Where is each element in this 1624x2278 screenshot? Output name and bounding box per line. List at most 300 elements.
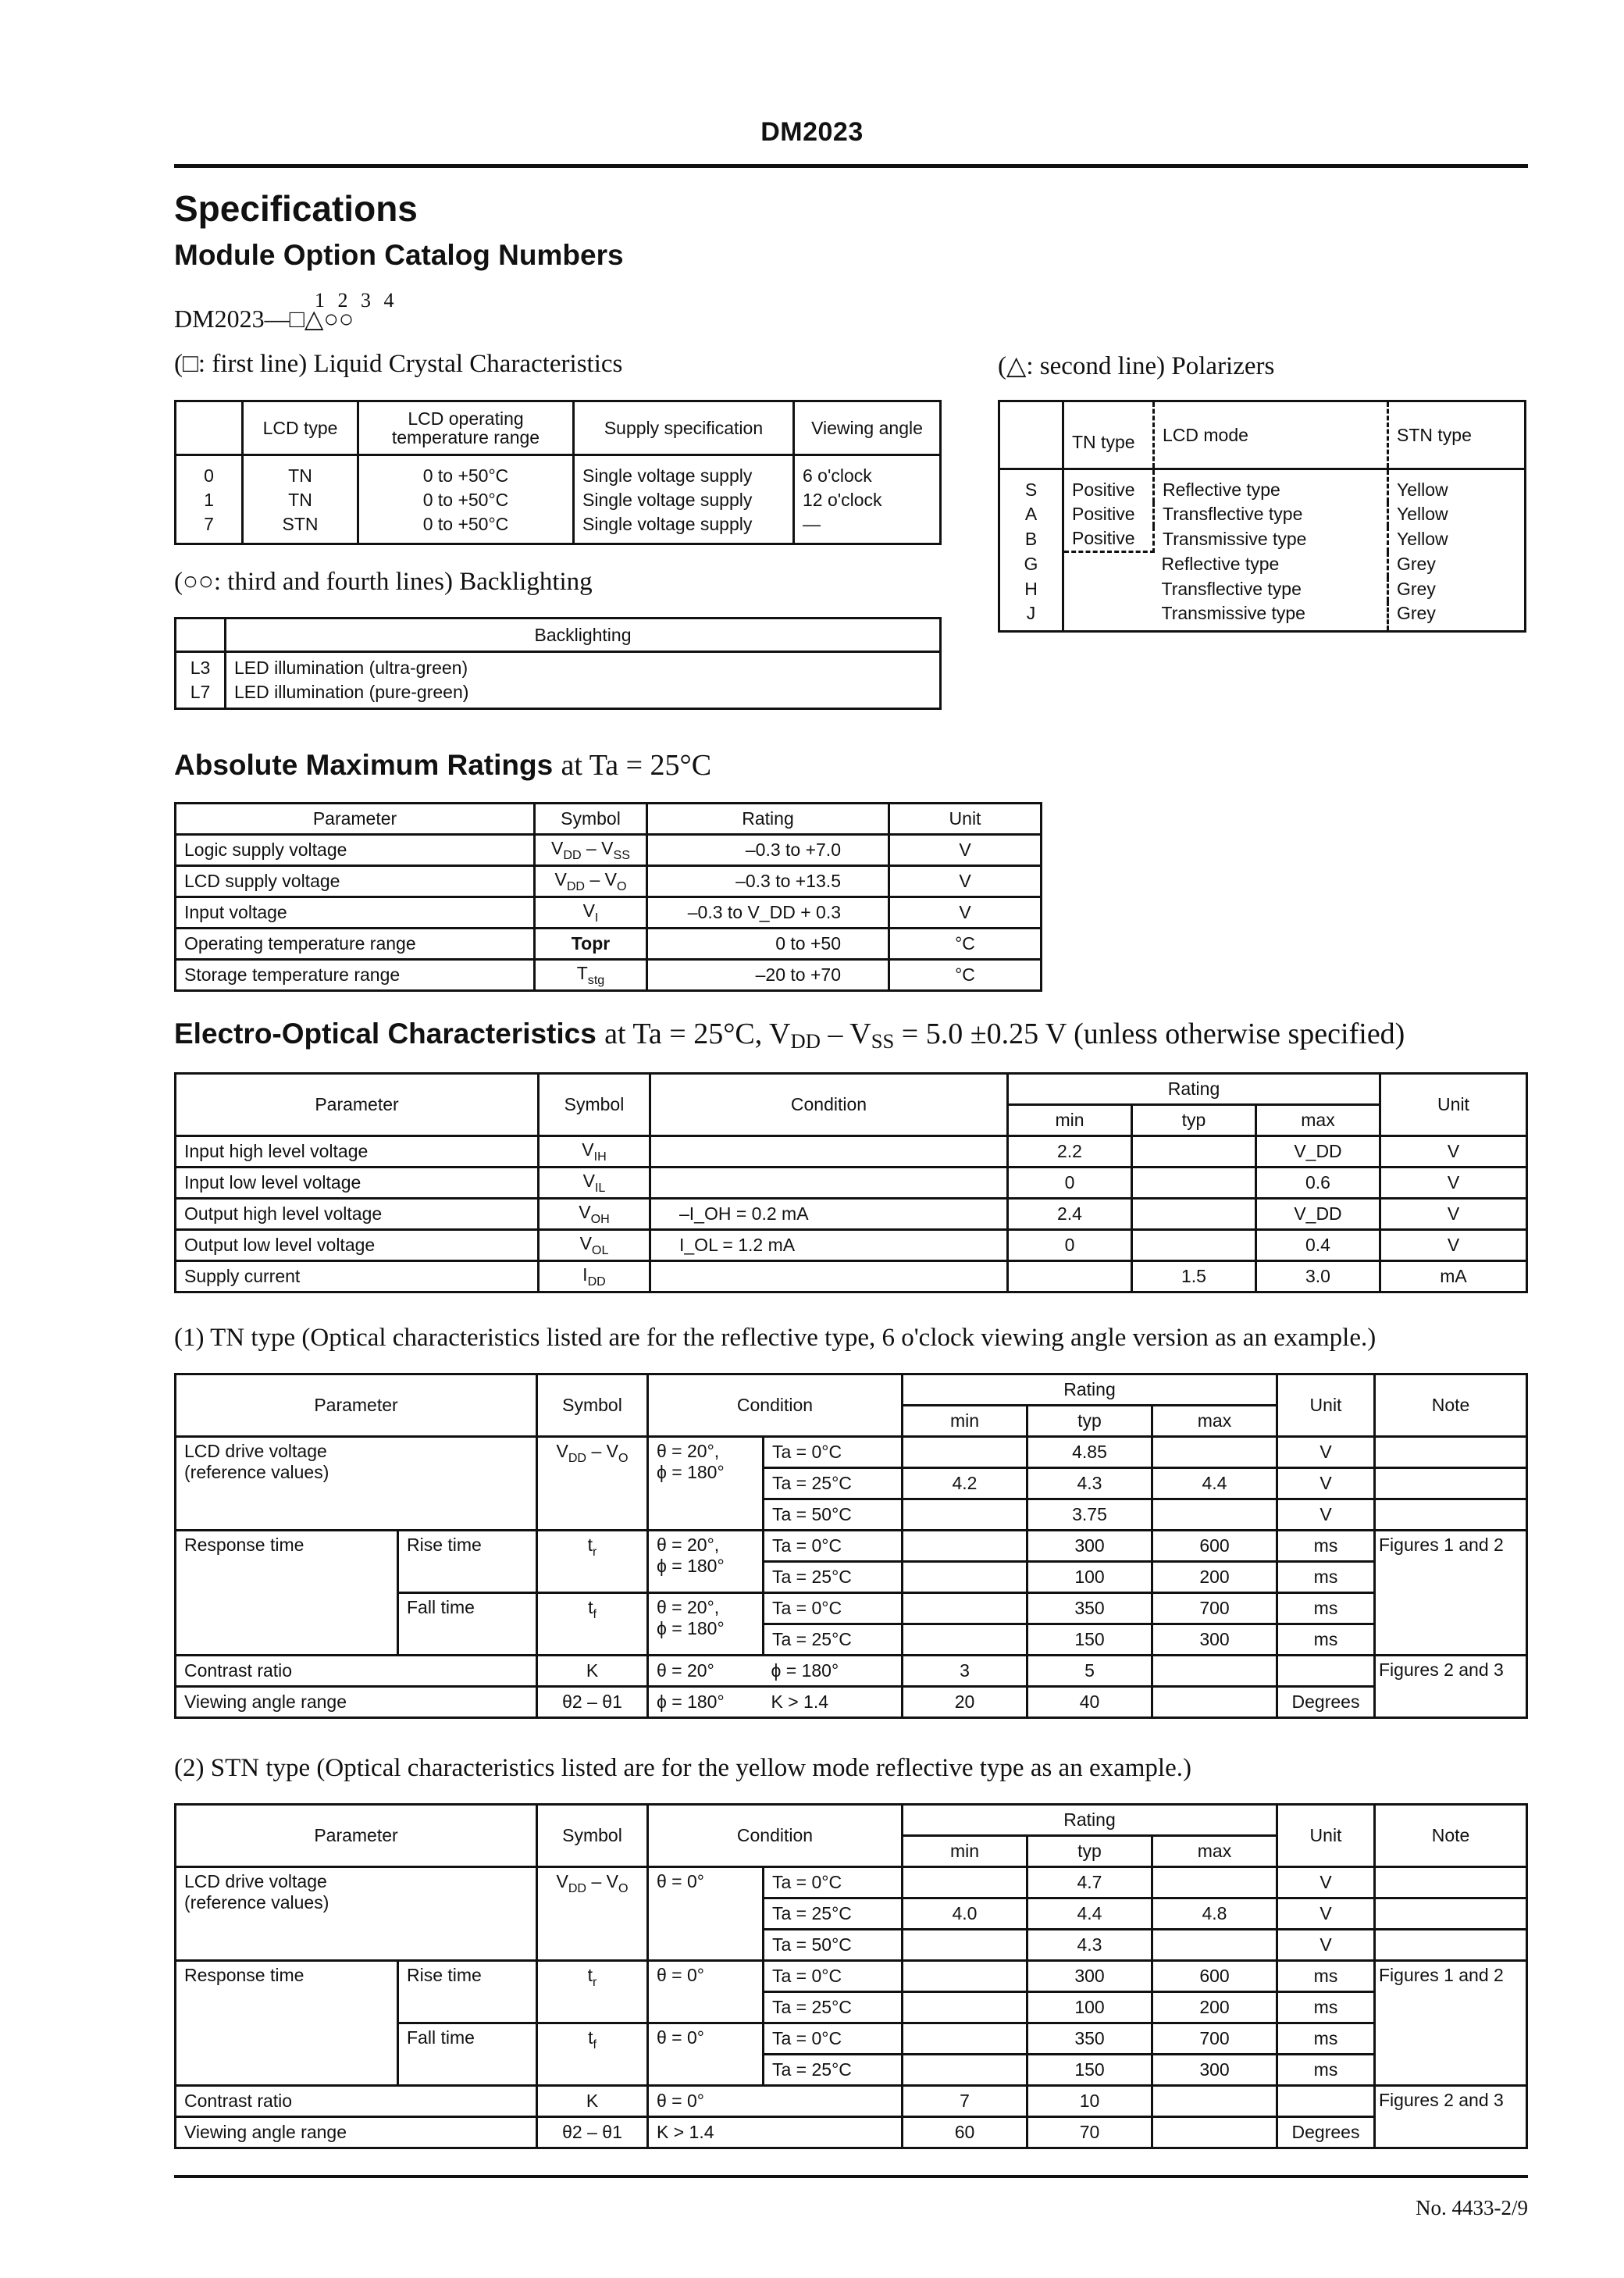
max-cell: 700 — [1152, 2023, 1277, 2055]
param-cell: Output low level voltage — [176, 1230, 539, 1261]
table-header-row — [176, 619, 941, 652]
max-cell — [1152, 1656, 1277, 1687]
cell: H — [999, 577, 1063, 601]
table-header-row — [176, 1074, 1527, 1105]
ta-cell: Ta = 50°C — [764, 1930, 903, 1961]
symbol-cell: $V_I$ — [535, 897, 647, 929]
lcd-characteristics-table — [174, 400, 942, 545]
header-cell-max: max — [1152, 1406, 1277, 1437]
symbol-cell: $V_{OH}$ — [539, 1199, 650, 1230]
header-cell: Note — [1375, 1805, 1527, 1867]
header-cell: Rating — [647, 804, 889, 835]
typ-cell: 10 — [1027, 2086, 1152, 2117]
header-cell-rating: Rating — [903, 1805, 1277, 1836]
rating-cell: –0.3 to +7.0 — [647, 835, 889, 866]
note-cell — [1375, 1437, 1527, 1468]
typ-cell: 150 — [1027, 2055, 1152, 2086]
header-cell: Unit — [889, 804, 1042, 835]
condition-cell: I_OL = 1.2 mA — [650, 1230, 1008, 1261]
min-cell — [903, 1867, 1027, 1898]
table-row — [999, 601, 1526, 632]
cell: 7 — [176, 512, 243, 544]
table-row — [176, 1230, 1527, 1261]
typ-cell — [1132, 1168, 1256, 1199]
typ-cell: 300 — [1027, 1961, 1152, 1992]
header-cell-typ: typ — [1027, 1406, 1152, 1437]
header-cell-rating: Rating — [903, 1374, 1277, 1406]
ta-cell: Ta = 25°C — [764, 1624, 903, 1656]
typ-cell: 4.3 — [1027, 1930, 1152, 1961]
cell: Single voltage supply — [574, 488, 794, 512]
typ-cell: 5 — [1027, 1656, 1152, 1687]
cell: 0 to +50°C — [358, 455, 574, 489]
unit-cell: ms — [1277, 1992, 1375, 2023]
cell: STN — [243, 512, 358, 544]
ta-cell: Ta = 0°C — [764, 2023, 903, 2055]
ta-cell: Ta = 25°C — [764, 1898, 903, 1930]
absolute-maximum-ratings-table — [174, 802, 1042, 992]
header-cell-tn-type: TN type — [1063, 401, 1154, 469]
header-cell: Parameter — [176, 1074, 539, 1136]
amr-heading — [174, 748, 711, 783]
ta-cell: Ta = 0°C — [764, 1437, 903, 1468]
stn-optical-table — [174, 1803, 1528, 2149]
symbol-cell: $V_{IH}$ — [539, 1136, 650, 1168]
cell: Reflective type — [1161, 554, 1280, 575]
typ-cell: 150 — [1027, 1624, 1152, 1656]
unit-cell: ms — [1277, 2055, 1375, 2086]
cell: 1 — [176, 488, 243, 512]
typ-cell — [1132, 1136, 1256, 1168]
cell: Positive — [1063, 469, 1154, 503]
param-cell: Logic supply voltage — [176, 835, 535, 866]
cell: L3 — [176, 652, 226, 681]
cell: A — [999, 502, 1063, 526]
min-cell — [903, 1961, 1027, 1992]
header-cell: Viewing angle — [794, 401, 941, 455]
max-cell: 3.0 — [1256, 1261, 1380, 1292]
condition-cell: ϕ = 180° — [648, 1687, 764, 1718]
table-row — [176, 1136, 1527, 1168]
cell: 0 to +50°C — [358, 512, 574, 544]
header-cell — [999, 401, 1063, 469]
min-cell — [903, 1593, 1027, 1624]
symbol-cell: $t_r$ — [537, 1961, 648, 2023]
cell: Transflective type — [1163, 504, 1303, 524]
min-cell — [903, 1624, 1027, 1656]
note-cell — [1375, 1930, 1527, 1961]
header-cell-max: max — [1256, 1105, 1380, 1136]
min-cell: 20 — [903, 1687, 1027, 1718]
condition-cell: θ = 0° — [648, 1961, 764, 2023]
header-cell: Symbol — [535, 804, 647, 835]
param-cell: Viewing angle range — [176, 1687, 537, 1718]
eo-heading-title: Electro-Optical Characteristics — [174, 1018, 597, 1050]
cell: Grey — [1388, 601, 1526, 632]
symbol-cell: $t_r$ — [537, 1531, 648, 1593]
subparam-cell: Rise time — [398, 1531, 537, 1593]
ta-cell: Ta = 0°C — [764, 1867, 903, 1898]
min-cell — [903, 1437, 1027, 1468]
ta-cell: Ta = 25°C — [764, 1992, 903, 2023]
header-cell: Unit — [1277, 1805, 1375, 1867]
catalog-number-pattern: DM2023—□△○○ — [174, 305, 354, 333]
min-cell: 3 — [903, 1656, 1027, 1687]
table-row — [176, 1687, 1527, 1718]
rating-cell: –0.3 to +13.5 — [647, 866, 889, 897]
rating-cell: 0 to +50 — [647, 929, 889, 960]
typ-cell: 100 — [1027, 1562, 1152, 1593]
typ-cell: 4.3 — [1027, 1468, 1152, 1499]
cell: TN — [243, 455, 358, 489]
cell: Grey — [1388, 552, 1526, 578]
header-cell-lcd-mode: LCD mode — [1154, 401, 1388, 469]
table-row — [176, 835, 1042, 866]
cell: Yellow — [1388, 469, 1526, 503]
table-row — [176, 1199, 1527, 1230]
note-cell: Figures 1 and 2 — [1375, 1531, 1527, 1656]
page-subtitle: Module Option Catalog Numbers — [174, 239, 624, 271]
unit-cell: Degrees — [1277, 1687, 1375, 1718]
unit-cell: ms — [1277, 1961, 1375, 1992]
header-cell: Unit — [1380, 1074, 1527, 1136]
unit-cell: V — [1277, 1468, 1375, 1499]
unit-cell: ms — [1277, 1531, 1375, 1562]
ta-cell: Ta = 50°C — [764, 1499, 903, 1531]
min-cell — [903, 1930, 1027, 1961]
note-cell: Figures 2 and 3 — [1375, 2086, 1527, 2148]
condition-cell: θ = 20°, ϕ = 180° — [648, 1437, 764, 1531]
note-cell — [1375, 1499, 1527, 1531]
header-cell — [176, 619, 226, 652]
min-cell — [1008, 1261, 1132, 1292]
table-row — [176, 1261, 1527, 1292]
header-cell: Symbol — [537, 1374, 648, 1437]
table-row — [999, 526, 1526, 552]
header-cell-max: max — [1152, 1836, 1277, 1867]
table-row — [176, 680, 941, 709]
symbol-cell: $V_{OL}$ — [539, 1230, 650, 1261]
subparam-cell: Fall time — [398, 2023, 537, 2086]
symbol-cell: θ2 – θ1 — [537, 1687, 648, 1718]
tn-optical-table — [174, 1373, 1528, 1719]
table-row — [176, 455, 941, 489]
max-cell — [1152, 1930, 1277, 1961]
tn-caption: (1) TN type (Optical characteristics listed are for the reflective type, 6 o'clock viewing angle version as an example.) — [174, 1324, 1376, 1352]
header-cell: Condition — [648, 1374, 903, 1437]
max-cell: 300 — [1152, 1624, 1277, 1656]
min-cell — [903, 2055, 1027, 2086]
header-cell: Parameter — [176, 804, 535, 835]
rating-cell: –0.3 to V_DD + 0.3 — [647, 897, 889, 929]
header-cell: Note — [1375, 1374, 1527, 1437]
symbol-cell: K — [537, 1656, 648, 1687]
min-cell: 0 — [1008, 1168, 1132, 1199]
table-header-row — [176, 401, 941, 455]
header-cell — [176, 401, 243, 455]
condition-cell: θ = 0° — [648, 2086, 903, 2117]
param-cell: Viewing angle range — [176, 2117, 537, 2148]
cell: G — [999, 552, 1063, 578]
table-row — [999, 502, 1526, 526]
unit-cell — [1277, 1656, 1375, 1687]
max-cell: 300 — [1152, 2055, 1277, 2086]
max-cell — [1152, 2117, 1277, 2148]
cell: Transmissive type — [1163, 528, 1307, 549]
header-rule — [174, 164, 1528, 168]
cell — [1063, 601, 1154, 632]
rating-cell: –20 to +70 — [647, 960, 889, 991]
typ-cell: 100 — [1027, 1992, 1152, 2023]
cell: 0 to +50°C — [358, 488, 574, 512]
cell: TN — [243, 488, 358, 512]
polarizer-section-caption: (△: second line) Polarizers — [998, 352, 1275, 380]
unit-cell: V — [1380, 1230, 1527, 1261]
min-cell — [903, 1499, 1027, 1531]
min-cell — [903, 2023, 1027, 2055]
min-cell — [903, 1562, 1027, 1593]
note-cell — [1375, 1867, 1527, 1898]
param-cell: Input high level voltage — [176, 1136, 539, 1168]
typ-cell: 4.85 — [1027, 1437, 1152, 1468]
condition-cell: θ = 20°, ϕ = 180° — [648, 1531, 764, 1593]
table-row — [176, 1867, 1527, 1898]
note-cell: Figures 1 and 2 — [1375, 1961, 1527, 2086]
table-row — [176, 929, 1042, 960]
symbol-cell: $V_{IL}$ — [539, 1168, 650, 1199]
symbol-cell: $t_f$ — [537, 1593, 648, 1656]
min-cell: 2.2 — [1008, 1136, 1132, 1168]
table-row — [176, 652, 941, 681]
typ-cell: 1.5 — [1132, 1261, 1256, 1292]
header-cell: Parameter — [176, 1805, 537, 1867]
condition-cell: θ = 20°, ϕ = 180° — [648, 1593, 764, 1656]
table-row — [176, 1531, 1527, 1562]
typ-cell — [1132, 1199, 1256, 1230]
min-cell — [903, 1992, 1027, 2023]
cell: S — [999, 469, 1063, 503]
param-cell: Response time — [176, 1961, 398, 2086]
note-cell: Figures 2 and 3 — [1375, 1656, 1527, 1718]
typ-cell: 4.4 — [1027, 1898, 1152, 1930]
condition-cell: θ = 0° — [648, 2023, 764, 2086]
condition-cell: –I_OH = 0.2 mA — [650, 1199, 1008, 1230]
header-cell-typ: typ — [1132, 1105, 1256, 1136]
cell: Transmissive type — [1154, 601, 1388, 632]
cell: — — [794, 512, 941, 544]
symbol-cell: $V_{DD} - V_O$ — [535, 866, 647, 897]
cell: LED illumination (ultra-green) — [226, 652, 941, 681]
unit-cell: V — [1277, 1930, 1375, 1961]
param-cell: Response time — [176, 1531, 398, 1656]
max-cell: 4.4 — [1152, 1468, 1277, 1499]
header-cell: Symbol — [539, 1074, 650, 1136]
cell: 12 o'clock — [794, 488, 941, 512]
note-cell — [1375, 1898, 1527, 1930]
min-cell — [903, 1531, 1027, 1562]
amr-heading-title: Absolute Maximum Ratings — [174, 749, 554, 781]
unit-cell: V — [889, 835, 1042, 866]
param-cell: Storage temperature range — [176, 960, 535, 991]
header-cell-typ: typ — [1027, 1836, 1152, 1867]
condition-cell: K > 1.4 — [648, 2117, 903, 2148]
table-row — [999, 552, 1526, 578]
ta-cell: Ta = 25°C — [764, 1468, 903, 1499]
lcd-section-caption: (□: first line) Liquid Crystal Characteristics — [174, 350, 623, 378]
table-row — [176, 1656, 1527, 1687]
cell: Yellow — [1388, 526, 1526, 552]
header-cell: LCD operating temperature range — [358, 401, 574, 455]
table-row — [176, 960, 1042, 991]
max-cell: 600 — [1152, 1531, 1277, 1562]
subparam-cell: Fall time — [398, 1593, 537, 1656]
header-cell: Supply specification — [574, 401, 794, 455]
table-row — [999, 469, 1526, 503]
max-cell: 600 — [1152, 1961, 1277, 1992]
cell: LED illumination (pure-green) — [226, 680, 941, 709]
header-cell: Backlighting — [226, 619, 941, 652]
table-row — [176, 488, 941, 512]
symbol-cell: Topr — [535, 929, 647, 960]
param-cell: Output high level voltage — [176, 1199, 539, 1230]
backlighting-table — [174, 617, 942, 710]
table-header-row — [176, 1805, 1527, 1836]
typ-cell: 70 — [1027, 2117, 1152, 2148]
ta-cell: Ta = 25°C — [764, 2055, 903, 2086]
eo-heading — [174, 1017, 1405, 1053]
min-cell: 60 — [903, 2117, 1027, 2148]
param-cell: Supply current — [176, 1261, 539, 1292]
unit-cell: Degrees — [1277, 2117, 1375, 2148]
cell: Positive — [1063, 526, 1154, 552]
note-cell — [1375, 1468, 1527, 1499]
symbol-cell: K — [537, 2086, 648, 2117]
cell: 6 o'clock — [794, 455, 941, 489]
max-cell: 200 — [1152, 1992, 1277, 2023]
unit-cell: V — [1277, 1867, 1375, 1898]
symbol-cell: $T_{stg}$ — [535, 960, 647, 991]
backlight-section-caption: (○○: third and fourth lines) Backlighting — [174, 568, 593, 596]
min-cell: 7 — [903, 2086, 1027, 2117]
min-cell: 4.2 — [903, 1468, 1027, 1499]
table-header-row — [999, 401, 1526, 469]
param-cell: LCD drive voltage (reference values) — [176, 1867, 537, 1961]
catalog-digit-positions: 1 2 3 4 — [315, 289, 398, 312]
min-cell: 2.4 — [1008, 1199, 1132, 1230]
cell — [1063, 552, 1154, 578]
condition-cell-2: ϕ = 180° — [764, 1656, 903, 1687]
header-cell-min: min — [903, 1836, 1027, 1867]
condition-cell: θ = 0° — [648, 1867, 764, 1961]
unit-cell: V — [1380, 1168, 1527, 1199]
typ-cell: 40 — [1027, 1687, 1152, 1718]
typ-cell — [1132, 1230, 1256, 1261]
max-cell: 200 — [1152, 1562, 1277, 1593]
page-number: No. 4433-2/9 — [1416, 2196, 1528, 2219]
unit-cell: V — [1380, 1136, 1527, 1168]
typ-cell: 4.7 — [1027, 1867, 1152, 1898]
symbol-cell: $t_f$ — [537, 2023, 648, 2086]
header-cell: Condition — [650, 1074, 1008, 1136]
condition-cell: θ = 20° — [648, 1656, 764, 1687]
cell: Positive — [1063, 502, 1154, 526]
unit-cell: °C — [889, 960, 1042, 991]
condition-cell-2: K > 1.4 — [764, 1687, 903, 1718]
cell: Single voltage supply — [574, 455, 794, 489]
table-row — [176, 866, 1042, 897]
header-cell-rating: Rating — [1008, 1074, 1380, 1105]
ta-cell: Ta = 25°C — [764, 1562, 903, 1593]
condition-cell — [650, 1136, 1008, 1168]
ta-cell: Ta = 0°C — [764, 1531, 903, 1562]
unit-cell: ms — [1277, 2023, 1375, 2055]
header-cell-min: min — [903, 1406, 1027, 1437]
max-cell: V_DD — [1256, 1199, 1380, 1230]
symbol-cell: θ2 – θ1 — [537, 2117, 648, 2148]
footer-rule — [174, 2175, 1528, 2178]
param-cell: LCD drive voltage (reference values) — [176, 1437, 537, 1531]
param-cell: Operating temperature range — [176, 929, 535, 960]
unit-cell: ms — [1277, 1624, 1375, 1656]
amr-heading-condition: at Ta = 25°C — [561, 749, 712, 782]
max-cell: 0.4 — [1256, 1230, 1380, 1261]
header-cell: Unit — [1277, 1374, 1375, 1437]
catalog-number — [174, 291, 398, 331]
table-row — [999, 577, 1526, 601]
stn-caption: (2) STN type (Optical characteristics listed are for the yellow mode reflective type as an example.) — [174, 1754, 1191, 1782]
typ-cell: 350 — [1027, 2023, 1152, 2055]
max-cell — [1152, 1437, 1277, 1468]
cell: Single voltage supply — [574, 512, 794, 544]
symbol-cell: $V_{DD} - V_O$ — [537, 1437, 648, 1531]
unit-cell — [1277, 2086, 1375, 2117]
table-row — [176, 512, 941, 544]
unit-cell: V — [1277, 1499, 1375, 1531]
header-cell: Condition — [648, 1805, 903, 1867]
header-cell: Symbol — [537, 1805, 648, 1867]
param-cell: LCD supply voltage — [176, 866, 535, 897]
max-cell: 700 — [1152, 1593, 1277, 1624]
symbol-cell: $I_{DD}$ — [539, 1261, 650, 1292]
symbol-cell: $V_{DD} - V_{SS}$ — [535, 835, 647, 866]
table-row — [176, 1168, 1527, 1199]
table-row — [176, 2117, 1527, 2148]
header-cell-stn-type: STN type — [1388, 401, 1526, 469]
cell: Transflective type — [1161, 579, 1302, 599]
param-cell: Contrast ratio — [176, 2086, 537, 2117]
condition-cell — [650, 1261, 1008, 1292]
table-header-row — [176, 804, 1042, 835]
cell — [1063, 577, 1154, 601]
max-cell — [1152, 1687, 1277, 1718]
min-cell: 0 — [1008, 1230, 1132, 1261]
min-cell: 4.0 — [903, 1898, 1027, 1930]
ta-cell: Ta = 0°C — [764, 1961, 903, 1992]
cell: L7 — [176, 680, 226, 709]
max-cell — [1152, 1499, 1277, 1531]
typ-cell: 300 — [1027, 1531, 1152, 1562]
page-title: Specifications — [174, 188, 418, 229]
table-row — [176, 897, 1042, 929]
electro-optical-table — [174, 1072, 1528, 1293]
unit-cell: V — [889, 897, 1042, 929]
table-row — [176, 1961, 1527, 1992]
param-cell: Contrast ratio — [176, 1656, 537, 1687]
cell: Grey — [1388, 577, 1526, 601]
param-cell: Input low level voltage — [176, 1168, 539, 1199]
unit-cell: V — [1277, 1437, 1375, 1468]
table-row — [176, 2086, 1527, 2117]
